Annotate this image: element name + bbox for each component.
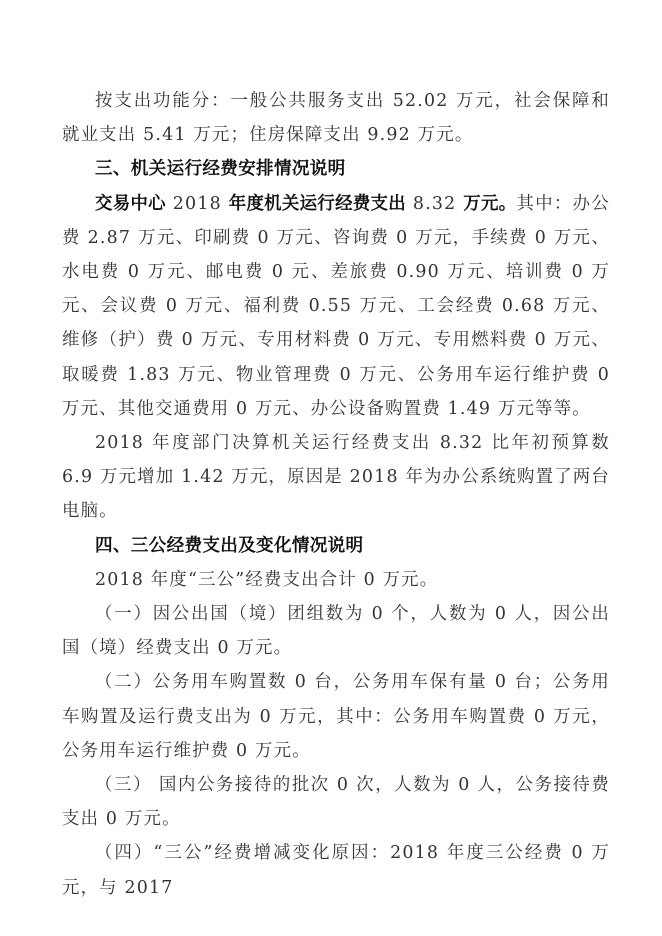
paragraph-overseas-travel: （一）因公出国（境）团组数为 0 个，人数为 0 人，因公出国（境）经费支出 0 万元。 — [62, 604, 610, 659]
paragraph-operating-expenses — [62, 187, 610, 426]
paragraph-three-public-total: 2018 年度“三公”经费支出合计 0 万元。 — [95, 569, 439, 590]
document-page — [62, 84, 610, 905]
paragraph-official-reception: （三） 国内公务接待的批次 0 次，人数为 0 人，公务接待费支出 0 万元。 — [62, 775, 610, 830]
text-breakdown: 其中：办公费 2.87 万元、印刷费 0 万元、咨询费 0 万元，手续费 0 万元、水电费 0 万元、邮电费 0 元、差旅费 0.90 万元、培训费 0 万元、会议费 0 万元、福利费 0.55 万元、工会经费 0.68 万元、维修（护）费 0 万元、专用材料费 0 万元、专用燃料费 0 万元、取暖费 1.83 万元、物业管理费 0 万元、公务用车运行维护费 0 万元、其他交通费用 0 万元、办公设备购置费 1.49 万元等等。 — [62, 193, 610, 419]
paragraph-change-reason: （四）“三公”经费增减变化原因：2018 年度三公经费 0 万元，与 2017 — [62, 843, 610, 898]
text-amount: 8.32 — [406, 193, 464, 214]
paragraph-expenditure-by-function: 按支出功能分：一般公共服务支出 52.02 万元，社会保障和就业支出 5.41 万元；住房保障支出 9.92 万元。 — [62, 91, 610, 146]
bold-text-annual: 年度机关运行经费支出 — [228, 193, 407, 214]
bold-text-center: 交易中心 — [95, 193, 166, 214]
paragraph-budget-comparison: 2018 年度部门决算机关运行经费支出 8.32 比年初预算数 6.9 万元增加 1.42 万元，原因是 2018 年为办公系统购置了两台电脑。 — [62, 433, 610, 522]
section-heading-4: 四、三公经费支出及变化情况说明 — [95, 535, 364, 556]
bold-text-unit: 万元。 — [463, 193, 517, 214]
paragraph-official-vehicles: （二）公务用车购置数 0 台，公务用车保有量 0 台；公务用车购置及运行费支出为 0 万元，其中：公务用车购置费 0 万元，公务用车运行维护费 0 万元。 — [62, 672, 610, 761]
text-year: 2018 — [165, 193, 229, 214]
section-heading-3: 三、机关运行经费安排情况说明 — [95, 159, 346, 180]
